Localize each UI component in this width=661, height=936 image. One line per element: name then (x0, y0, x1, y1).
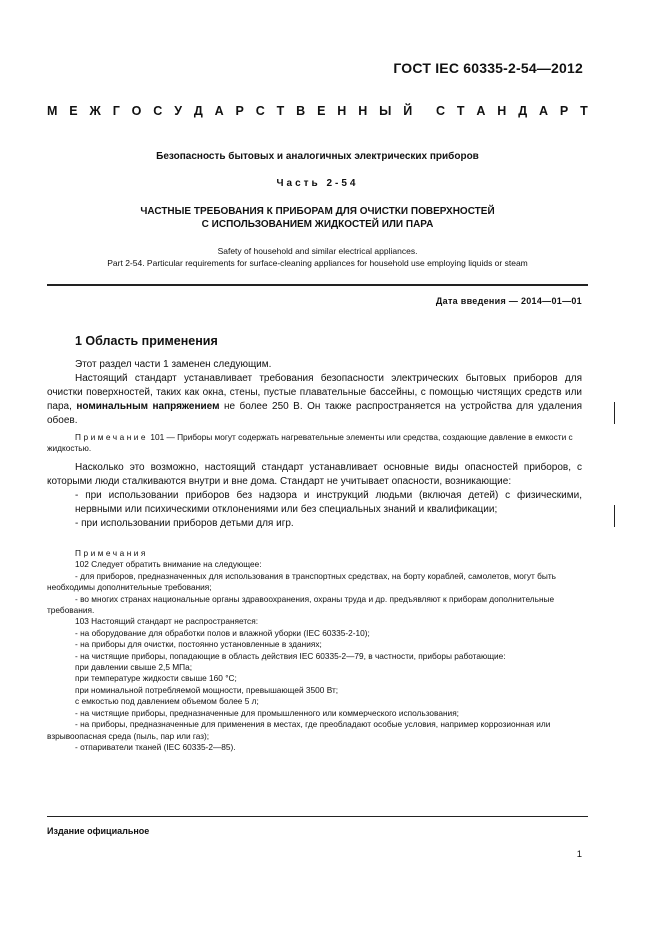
standard-subtitle: Безопасность бытовых и аналогичных электрических приборов (156, 151, 479, 162)
note-item: - на чистящие приборы, предназначенные для промышленного или коммерческого использования; (75, 707, 459, 718)
note-subitem: с емкостью под давлением объемом более 5 л; (75, 696, 259, 707)
paragraph: Этот раздел части 1 заменен следующим. (75, 359, 272, 370)
paragraph: Настоящий стандарт устанавливает требования безопасности электрических бытовых приборов для очистки поверхностей, таких как окна, стены, пустые плавательные бассейны, с помощью чистящих средств или пара, номинальным напряжением не более 250 В. Он также распространяется на устройства для удаления обоев. (47, 373, 582, 426)
list-item: - при использовании приборов без надзора и инструкций людьми (включая детей) с физическими, нервными или психическими отклонениями или без специальных знаний и квалификации; (75, 490, 582, 515)
note-item: - на чистящие приборы, попадающие в область действия IEC 60335-2—79, в частности, приборы работающие: (75, 650, 506, 661)
notes-block: Примечания 102 Следует обратить внимание на следующее: - для приборов, предназначенных для использования в транспортных средствах, на борту кораблей, самолетов, могут быть необходимы дополнительные требования; - во многих странах национальные органы здравоохранения, охраны труда и др. предъявляют к приборам дополнительные требования. 103 Настоящий стандарт не распространяется: - на оборудование для обработки полов и влажной уборки (IEC 60335-2-10); - на приборы для очистки, постоянно установленные в зданиях; - на чистящие приборы, попадающие в область действия IEC 60335-2—79, в частности, приборы работающие: при давлении свыше 2,5 МПа; при температуре жидкости свыше 160 °С; при номинальной потребляемой мощности, превышающей 3500 Вт; с емкостью под давлением объемом более 5 л; - на чистящие приборы, предназначенные для промышленного или коммерческого использования; - на приборы, предназначенные для применения в местах, где преобладают особые условия, например коррозионная или взрывоопасная среда (пыль, пар или газ); - отпариватели тканей (IEC 60335-2—85). (47, 548, 582, 753)
note-subitem: при температуре жидкости свыше 160 °С; (75, 673, 237, 684)
header-divider (47, 284, 588, 286)
change-bar (614, 505, 615, 527)
standard-part: Часть 2-54 (276, 178, 359, 189)
section-body (47, 358, 582, 428)
section-heading: 1 Область применения (75, 334, 218, 348)
english-title: Safety of household and similar electrical appliances. Part 2-54. Particular requirements for surface-cleaning appliances for household use employing liquids or steam (107, 246, 528, 268)
note-item: - на приборы, предназначенные для применения в местах, где преобладают особые условия, например коррозионная или взрывоопасная среда (пыль, пар или газ); (47, 719, 551, 741)
note-item: - для приборов, предназначенных для использования в транспортных средствах, на борту кораблей, самолетов, могут быть необходимы дополнительные требования; (47, 570, 556, 593)
note-item: 103 Настоящий стандарт не распространяется: (75, 616, 259, 627)
standard-main-title: ЧАСТНЫЕ ТРЕБОВАНИЯ К ПРИБОРАМ ДЛЯ ОЧИСТКИ ПОВЕРХНОСТЕЙ С ИСПОЛЬЗОВАНИЕМ ЖИДКОСТЕЙ ИЛИ ПАРА (140, 206, 495, 230)
note-101: Примечание 101 — Приборы могут содержать нагревательные элементы или средства, создающие давление в емкости с жидкостью. (47, 432, 573, 454)
introduction-date: Дата введения — 2014—01—01 (435, 296, 582, 306)
note-item: 102 Следует обратить внимание на следующее: (75, 559, 262, 570)
note-subitem: при давлении свыше 2,5 МПа; (75, 662, 193, 673)
edition-label: Издание официальное (47, 826, 150, 836)
note-item: - на приборы для очистки, постоянно установленные в зданиях; (75, 639, 322, 650)
interstate-standard-banner: М Е Ж Г О С У Д А Р С Т В Е Н Н Ы Й С Т А Н Д А Р Т (47, 104, 588, 118)
note-item: - на оборудование для обработки полов и влажной уборки (IEC 60335-2-10); (75, 627, 370, 638)
section-body-continued (47, 461, 582, 531)
paragraph: Насколько это возможно, настоящий стандарт устанавливает основные виды опасностей приборов, с которыми люди сталкиваются внутри и вне дома. Стандарт не учитывает опасности, возникающие: (47, 462, 582, 487)
list-item: - при использовании приборов детьми для игр. (75, 518, 294, 529)
page-number: 1 (576, 849, 582, 860)
note-item: - во многих странах национальные органы здравоохранения, охраны труда и др. предъявляют к приборам дополнительные требования. (47, 593, 555, 616)
document-code: ГОСТ IEC 60335-2-54—2012 (393, 60, 583, 76)
change-bar (614, 402, 615, 424)
note-item: - отпариватели тканей (IEC 60335-2—85). (75, 741, 236, 752)
defined-term: номинальным напряжением (76, 401, 220, 412)
note-subitem: при номинальной потребляемой мощности, превышающей 3500 Вт; (75, 684, 339, 695)
footer-divider (47, 816, 588, 817)
